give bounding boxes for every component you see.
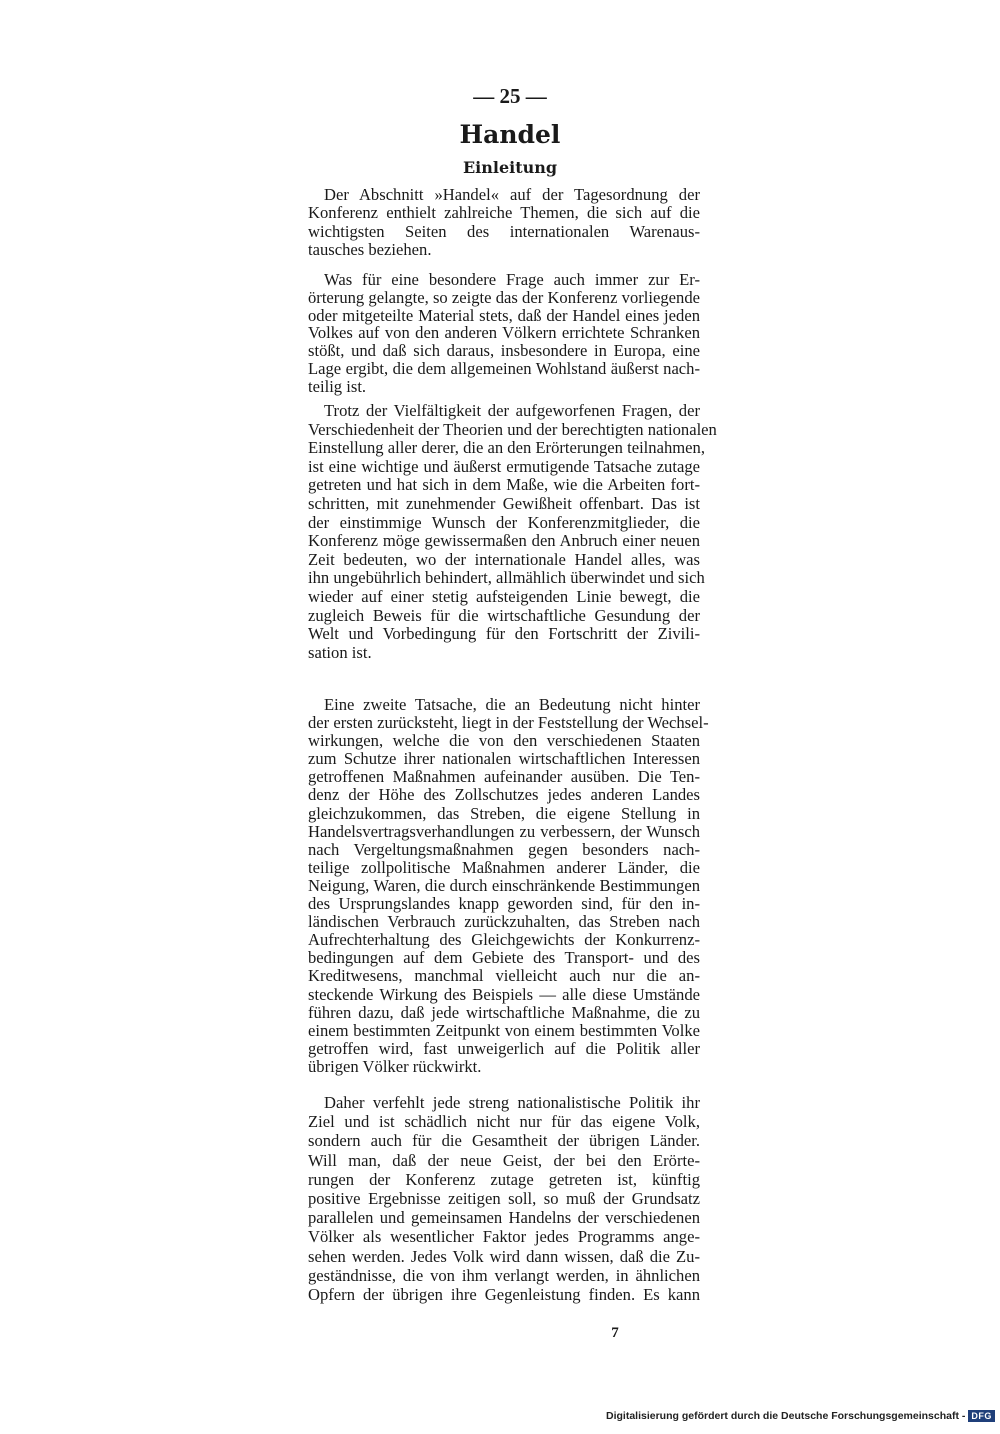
text-line: Kreditwesens, manchmal vielleicht auch nur die an- bbox=[308, 966, 700, 986]
text-line: gleichzukommen, das Streben, die eigene Stellung in bbox=[308, 803, 700, 823]
text-line: denz der Höhe des Zollschutzes jedes anderen Landes bbox=[308, 785, 700, 805]
text-line: des Ursprungslandes knapp geworden sind, für den in- bbox=[308, 894, 700, 914]
text-line: einem bestimmten Zeitpunkt von einem bestimmten Volke bbox=[308, 1020, 700, 1040]
text-line: Völker als wesentlicher Faktor jedes Programms ange- bbox=[308, 1227, 700, 1247]
section-title: Handel bbox=[459, 120, 561, 149]
text-line: Trotz der Vielfältigkeit der aufgeworfenen Fragen, der bbox=[324, 401, 700, 420]
text-line: sondern auch für die Gesamtheit der übrigen Länder. bbox=[308, 1131, 700, 1151]
paragraph bbox=[308, 695, 709, 1076]
paragraph bbox=[308, 1093, 700, 1304]
text-line: wieder auf einer stetig aufsteigenden Linie bewegt, die bbox=[308, 586, 700, 606]
text-line: Ziel und ist schädlich nicht nur für das eigene Volk, bbox=[308, 1112, 700, 1132]
text-line: schritten, mit zunehmender Gewißheit offenbart. Das ist bbox=[308, 493, 700, 513]
text-line: ist eine wichtige und äußerst ermutigende Tatsache zutage bbox=[308, 456, 700, 476]
text-line: getroffenen Maßnahmen aufeinander ausüben. Die Ten- bbox=[308, 767, 700, 787]
text-line: zum Schutze ihrer nationalen wirtschaftlichen Interessen bbox=[308, 749, 700, 769]
dfg-logo: DFG bbox=[968, 1410, 995, 1422]
text-line: führen dazu, daß jede wirtschaftliche Maßnahme, die zu bbox=[308, 1002, 700, 1022]
text-line: Volkes auf von den anderen Völkern errichtete Schranken bbox=[308, 323, 700, 343]
sheet-signature: 7 bbox=[611, 1325, 619, 1341]
text-line: getreten und hat sich in dem Maße, wie die Arbeiten fort- bbox=[308, 475, 700, 495]
text-line: tausches beziehen. bbox=[308, 239, 432, 259]
text-line: Daher verfehlt jede streng nationalistische Politik ihr bbox=[324, 1093, 700, 1112]
text-line: sation ist. bbox=[308, 642, 372, 662]
text-line: bedingungen auf dem Gebiete des Transport- und des bbox=[308, 948, 700, 968]
text-line: Was für eine besondere Frage auch immer zur Er- bbox=[324, 270, 700, 289]
text-line: Konferenz möge gewissermaßen den Anbruch einer neuen bbox=[308, 531, 700, 551]
text-line: Verschiedenheit der Theorien und der berechtigten nationalen bbox=[308, 419, 717, 439]
text-line: Konferenz enthielt zahlreiche Themen, die sich auf die bbox=[308, 203, 700, 223]
text-line: rungen der Konferenz zutage getreten ist, künftig bbox=[308, 1169, 700, 1189]
text-line: Der Abschnitt »Handel« auf der Tagesordnung der bbox=[324, 185, 700, 204]
text-line: wichtigsten Seiten des internationalen Warenaus- bbox=[308, 221, 700, 241]
text-line: geständnisse, die von ihm verlangt werden, in ähnlichen bbox=[308, 1265, 700, 1285]
text-line: Aufrechterhaltung des Gleichgewichts der Konkurrenz- bbox=[308, 930, 700, 950]
paragraph bbox=[308, 271, 700, 396]
paragraph bbox=[308, 401, 717, 662]
text-line: Opfern der übrigen ihre Gegenleistung finden. Es kann bbox=[308, 1284, 700, 1304]
text-line: Handelsvertragsverhandlungen zu verbessern, der Wunsch bbox=[308, 821, 700, 841]
text-line: Zeit bedeuten, wo der internationale Handel alles, was bbox=[308, 549, 700, 569]
text-line: wirkungen, welche die von den verschiedenen Staaten bbox=[308, 731, 700, 751]
text-line: Will man, daß der neue Geist, der bei den Erörte- bbox=[308, 1150, 700, 1170]
text-line: ländischen Verbrauch zurückzuhalten, das Streben nach bbox=[308, 912, 700, 932]
text-line: übrigen Völker rückwirkt. bbox=[308, 1056, 482, 1076]
digitization-footer bbox=[606, 1410, 995, 1422]
text-line: Einstellung aller derer, die an den Erörterungen teilnahmen, bbox=[308, 438, 705, 458]
text-line: ihn ungebührlich behindert, allmählich überwindet und sich bbox=[308, 568, 705, 588]
page-number: — 25 — bbox=[473, 84, 547, 108]
text-line: sehen werden. Jedes Volk wird dann wissen, daß die Zu- bbox=[308, 1246, 700, 1266]
text-line: örterung gelangte, so zeigte das der Konferenz vorliegende bbox=[308, 287, 700, 307]
text-line: steckende Wirkung des Beispiels — alle diese Umstände bbox=[308, 984, 700, 1004]
text-line: teilige zollpolitische Maßnahmen anderer Länder, die bbox=[308, 857, 700, 877]
text-line: Eine zweite Tatsache, die an Bedeutung nicht hinter bbox=[324, 695, 700, 714]
section-subtitle: Einleitung bbox=[462, 158, 558, 177]
paragraph bbox=[308, 186, 700, 259]
text-line: nach Vergeltungsmaßnahmen gegen besonders nach- bbox=[308, 839, 700, 859]
footer-text: Digitalisierung gefördert durch die Deutsche Forschungsgemeinschaft - bbox=[606, 1410, 966, 1422]
text-line: der ersten zurücksteht, liegt in der Feststellung der Wechsel- bbox=[308, 713, 709, 733]
text-line: oder mitgeteilte Material stets, daß der Handel eines jeden bbox=[308, 305, 700, 325]
text-line: der einstimmige Wunsch der Konferenzmitglieder, die bbox=[308, 512, 700, 532]
text-line: parallelen und gemeinsamen Handelns der verschiedenen bbox=[308, 1208, 700, 1228]
text-line: teilig ist. bbox=[308, 376, 367, 396]
text-line: positive Ergebnisse zeitigen soll, so muß der Grundsatz bbox=[308, 1188, 700, 1208]
text-line: Neigung, Waren, die durch einschränkende Bestimmungen bbox=[308, 875, 700, 895]
text-line: Lage ergibt, die dem allgemeinen Wohlstand äußerst nach- bbox=[308, 358, 700, 378]
text-line: zugleich Beweis für die wirtschaftliche Gesundung der bbox=[308, 605, 700, 625]
text-line: Welt und Vorbedingung für den Fortschritt der Zivili- bbox=[308, 624, 700, 644]
text-line: stößt, und daß sich daraus, insbesondere in Europa, eine bbox=[308, 341, 700, 361]
text-line: getroffen wird, fast unweigerlich auf die Politik aller bbox=[308, 1038, 700, 1058]
